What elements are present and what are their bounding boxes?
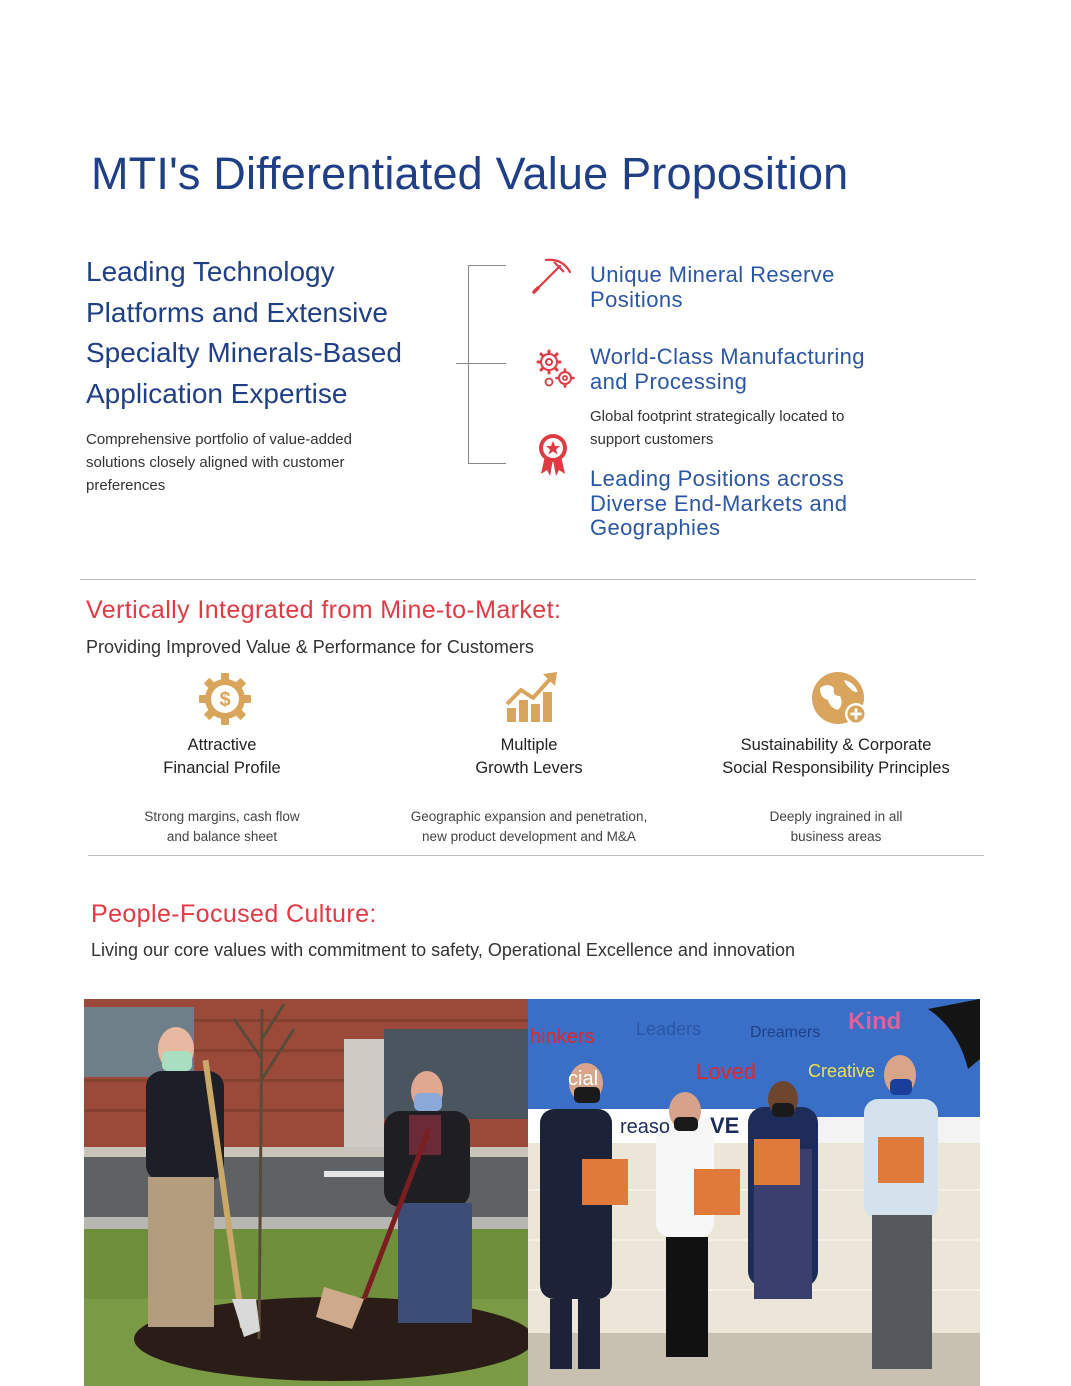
section-divider: [80, 579, 976, 580]
photo-school-donation: [528, 999, 980, 1386]
tree-planting-illustration: [84, 999, 528, 1386]
column-title-line: Financial Profile: [163, 759, 281, 777]
value-heading: [86, 252, 466, 414]
column-description: [379, 807, 679, 847]
wall-word: re!: [790, 1113, 819, 1138]
feature-line: Positions: [590, 286, 683, 312]
vertical-heading: Vertically Integrated from Mine-to-Market:: [86, 596, 562, 624]
feature-line: World-Class Manufacturing: [590, 344, 865, 369]
feature-line: Diverse End-Markets and: [590, 490, 848, 516]
column-title: [379, 734, 679, 780]
wall-word: VE: [710, 1113, 740, 1138]
column-title-line: Sustainability & Corporate: [740, 736, 932, 754]
bracket-line: [468, 463, 506, 464]
growth-chart-icon: [503, 670, 559, 724]
wall-word: Creative: [808, 1061, 876, 1081]
column-description-line: Deeply ingrained in all: [769, 809, 903, 824]
value-description-line: solutions closely aligned with customer: [86, 454, 345, 471]
column-title-line: Attractive: [187, 736, 257, 754]
column-title-line: Growth Levers: [475, 759, 583, 777]
feature-sub-line: Global footprint strategically located to: [590, 408, 845, 425]
value-heading-line: Specialty Minerals-Based: [86, 337, 402, 368]
feature-line: Leading Positions across: [590, 466, 845, 491]
pickaxe-icon: [530, 256, 576, 296]
feature-leading-positions: [590, 467, 950, 541]
section-divider: [88, 855, 984, 856]
column-description-line: Strong margins, cash flow: [144, 809, 300, 824]
wall-word: hinkers: [530, 1026, 595, 1048]
award-ribbon-icon: [535, 432, 571, 478]
column-description-line: and balance sheet: [166, 829, 278, 844]
wall-word: Dreamers: [750, 1024, 821, 1041]
column-description-line: business areas: [790, 829, 882, 844]
svg-text:$: $: [219, 689, 231, 711]
column-description-line: new product development and M&A: [422, 829, 636, 844]
feature-line: and Processing: [590, 368, 748, 394]
column-description: [686, 807, 986, 847]
column-title-line: Social Responsibility Principles: [722, 759, 950, 777]
wall-word: Loved: [696, 1059, 756, 1084]
globe-plus-icon: [810, 670, 870, 728]
column-financial: [72, 734, 372, 847]
culture-heading: People-Focused Culture:: [91, 900, 377, 928]
column-title-line: Multiple: [500, 736, 558, 754]
value-description-line: preferences: [86, 477, 166, 494]
feature-manufacturing-sub: [590, 405, 930, 451]
column-description: [72, 807, 372, 847]
column-title: [72, 734, 372, 780]
value-description: [86, 428, 426, 497]
page-title: MTI's Differentiated Value Proposition: [91, 148, 849, 199]
wall-word: Kind: [848, 1008, 902, 1035]
dollar-gear-icon: [198, 672, 252, 726]
gears-icon: [533, 348, 577, 390]
bracket-line: [456, 363, 506, 364]
wall-word: Leaders: [636, 1019, 702, 1039]
bracket-line: [468, 265, 469, 464]
column-description-line: Geographic expansion and penetration,: [410, 809, 648, 824]
value-heading-line: Application Expertise: [86, 377, 348, 409]
feature-line: Unique Mineral Reserve: [590, 262, 835, 287]
value-heading-line: Platforms and Extensive: [86, 296, 388, 328]
culture-subheading: Living our core values with commitment to safety, Operational Excellence and innovation: [91, 940, 796, 960]
school-donation-illustration: [528, 999, 980, 1386]
feature-mineral-reserves: [590, 263, 950, 312]
photo-tree-planting: [84, 999, 528, 1386]
feature-line: Geographies: [590, 515, 721, 540]
feature-sub-line: support customers: [590, 431, 714, 448]
feature-manufacturing: [590, 345, 950, 394]
vertical-subheading: Providing Improved Value & Performance for Customers: [86, 637, 534, 657]
wall-word: cial: [568, 1068, 599, 1090]
wall-word: reaso: [620, 1116, 671, 1138]
value-heading-line: Leading Technology: [86, 256, 335, 287]
column-title: [686, 734, 986, 780]
bracket-line: [468, 265, 506, 266]
column-growth: [379, 734, 679, 847]
column-sustainability: [686, 734, 986, 847]
value-description-line: Comprehensive portfolio of value-added: [86, 431, 352, 448]
